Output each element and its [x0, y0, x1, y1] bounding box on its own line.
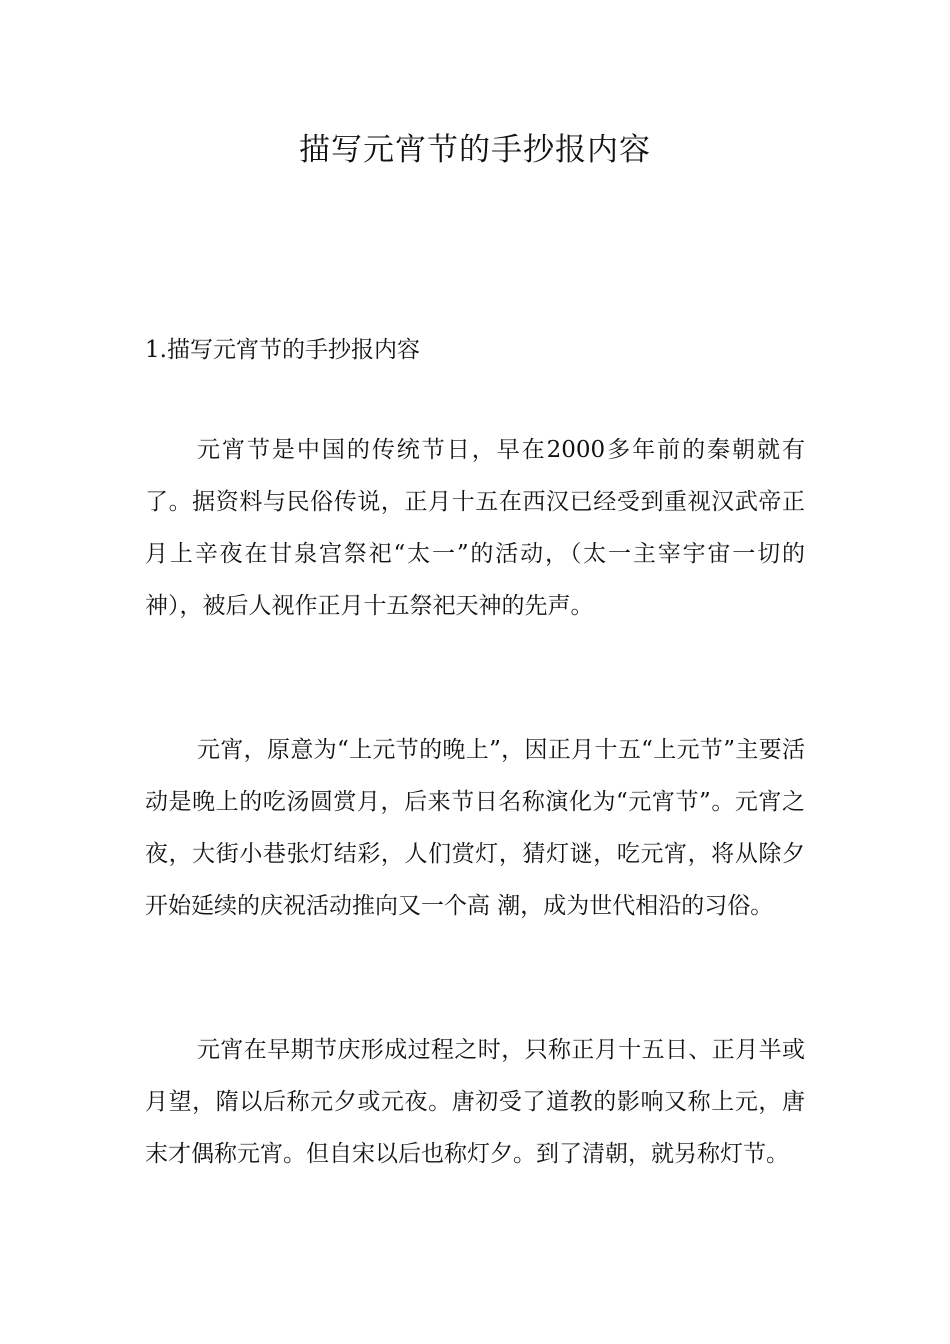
- paragraph-meaning: 元宵，原意为“上元节的晚上”，因正月十五“上元节”主要活动是晚上的吃汤圆赏月，后来节日名称演化为“元宵节”。元宵之夜，大街小巷张灯结彩，人们赏灯，猜灯谜，吃元宵，将从除夕开始延续的庆祝活动推向又一个高 潮，成为世代相沿的习俗。: [145, 737, 805, 919]
- document-title: 描写元宵节的手抄报内容: [299, 132, 651, 168]
- paragraph-origin: 元宵节是中国的传统节日，早在2000多年前的秦朝就有了。据资料与民俗传说，正月十五在西汉已经受到重视汉武帝正月上辛夜在甘泉宫祭祀“太一”的活动，（太一主宰宇宙一切的神），被后人视作正月十五祭祀天神的先声。: [145, 437, 805, 619]
- section-heading: 1.描写元宵节的手抄报内容: [145, 337, 420, 363]
- paragraph-names: 元宵在早期节庆形成过程之时，只称正月十五日、正月半或月望，隋以后称元夕或元夜。唐初受了道教的影响又称上元，唐末才偶称元宵。但自宋以后也称灯夕。到了清朝，就另称灯节。: [145, 1037, 805, 1167]
